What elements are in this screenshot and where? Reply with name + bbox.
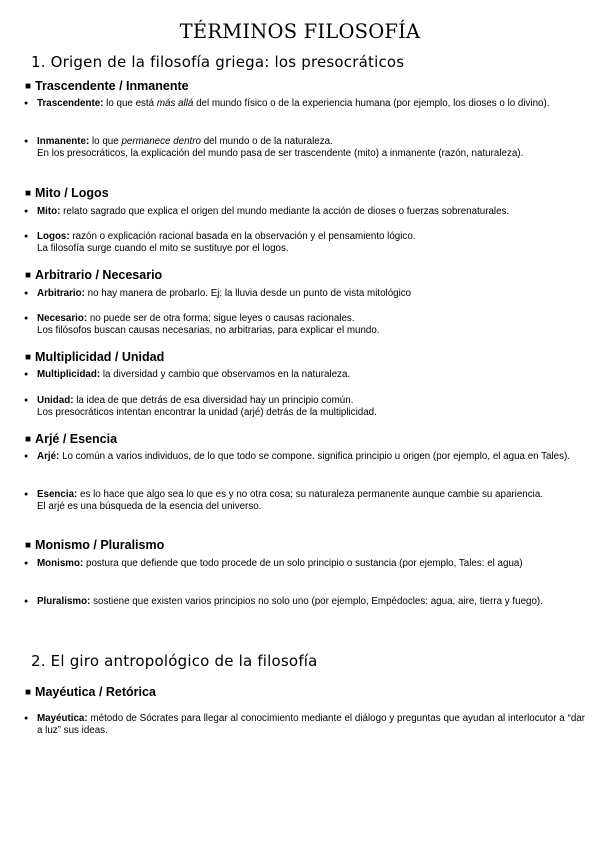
list-item: ● Arjé: Lo común a varios individuos, de lo que todo se compone. significa principio u origen (por ejemplo, el agua en Tales). bbox=[37, 451, 585, 463]
square-bullet-icon: ■ bbox=[25, 434, 32, 445]
list-item: ● Necesario: no puede ser de otra forma; sigue leyes o causas racionales. Los filósofos buscan causas necesarias, no arbitrarias, para explicar el mundo. bbox=[37, 313, 585, 336]
list-item: ● Unidad: la idea de que detrás de esa diversidad hay un principio común. Los presocráticos intentan encontrar la unidad (arjé) detrás de la multiplicidad. bbox=[37, 395, 585, 418]
square-bullet-icon: ■ bbox=[25, 188, 32, 199]
list-item: ● Monismo: postura que defiende que todo procede de un solo principio o sustancia (por ejemplo, Tales: el agua) bbox=[37, 558, 585, 570]
subsection-heading: ■ Arjé / Esencia bbox=[25, 432, 118, 446]
list-item: ● Arbitrario: no hay manera de probarlo. Ej: la lluvia desde un punto de vista mitológico bbox=[37, 288, 585, 300]
list-item: ● Logos: razón o explicación racional basada en la observación y el pensamiento lógico. La filosofía surge cuando el mito se sustituye por el logos. bbox=[37, 231, 585, 254]
list-item: ● Mito: relato sagrado que explica el origen del mundo mediante la acción de dioses o fuerzas sobrenaturales. bbox=[37, 206, 585, 218]
subsection-heading: ■ Multiplicidad / Unidad bbox=[25, 350, 165, 364]
item-note: La filosofía surge cuando el mito se sustituye por el logos. bbox=[37, 242, 289, 254]
page-title: TÉRMINOS FILOSOFÍA bbox=[179, 20, 421, 43]
square-bullet-icon: ■ bbox=[25, 540, 32, 551]
subsection-heading: ■ Mito / Logos bbox=[25, 186, 109, 200]
section-heading: 1. Origen de la filosofía griega: los presocráticos bbox=[31, 53, 405, 71]
subsection-heading: ■ Monismo / Pluralismo bbox=[25, 538, 165, 552]
list-item: ● Inmanente: lo que permanece dentro del mundo o de la naturaleza. En los presocráticos, la explicación del mundo pasa de ser trascendente (mito) a inmanente (razón, naturaleza). bbox=[37, 136, 585, 159]
list-item: ● Trascendente: lo que está más allá del mundo físico o de la experiencia humana (por ejemplo, los dioses o lo divino). bbox=[37, 98, 585, 110]
item-note: En los presocráticos, la explicación del mundo pasa de ser trascendente (mito) a inmanente (razón, naturaleza). bbox=[37, 147, 524, 159]
list-item: ● Esencia: es lo hace que algo sea lo que es y no otra cosa; su naturaleza permanente aunque cambie su apariencia. El arjé es una búsqueda de la esencia del universo. bbox=[37, 489, 585, 512]
subsection-heading: ■ Mayéutica / Retórica bbox=[25, 685, 156, 699]
square-bullet-icon: ■ bbox=[25, 270, 32, 281]
section-heading: 2. El giro antropológico de la filosofía bbox=[31, 652, 318, 670]
item-note: El arjé es una búsqueda de la esencia del universo. bbox=[37, 500, 262, 512]
list-item: ● Mayéutica: método de Sócrates para llegar al conocimiento mediante el diálogo y preguntas que ayudan al interlocutor a “dar a luz” sus ideas. bbox=[37, 713, 585, 736]
item-note: Los presocráticos intentan encontrar la unidad (arjé) detrás de la multiplicidad. bbox=[37, 406, 377, 418]
item-note: Los filósofos buscan causas necesarias, no arbitrarias, para explicar el mundo. bbox=[37, 324, 380, 336]
list-item: ● Pluralismo: sostiene que existen varios principios no solo uno (por ejemplo, Empédocles: agua, aire, tierra y fuego). bbox=[37, 596, 585, 608]
square-bullet-icon: ■ bbox=[25, 352, 32, 363]
list-item: ● Multiplicidad: la diversidad y cambio que observamos en la naturaleza. bbox=[37, 369, 585, 381]
square-bullet-icon: ■ bbox=[25, 687, 32, 698]
subsection-heading: ■ Trascendente / Inmanente bbox=[25, 79, 189, 93]
square-bullet-icon: ■ bbox=[25, 81, 32, 92]
subsection-heading: ■ Arbitrario / Necesario bbox=[25, 268, 163, 282]
